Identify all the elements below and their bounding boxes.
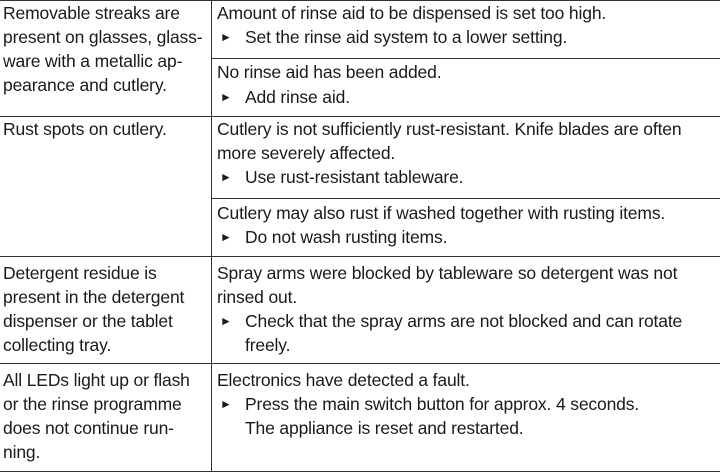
cause-line: Detergent residue is [3, 263, 157, 283]
cause-line: does not continue run- [3, 418, 174, 438]
remedy-text: Spray arms were blocked by tableware so detergent was not [217, 263, 678, 283]
remedy-action: Do not wash rusting items. [245, 227, 448, 247]
remedy-text: Cutlery may also rust if washed together with rusting items. [217, 203, 666, 223]
bullet-icon: ► [220, 90, 232, 104]
remedy-action: Add rinse aid. [245, 87, 350, 107]
bullet-icon: ► [220, 230, 232, 244]
table-row [0, 257, 720, 364]
table-row [0, 1, 720, 117]
cause-line: ware with a metallic ap- [3, 51, 183, 71]
cause-line: present on glasses, glass- [3, 27, 203, 47]
remedy-action: Set the rinse aid system to a lower setting. [245, 27, 568, 47]
cause-line: ning. [3, 442, 41, 462]
remedy-text: No rinse aid has been added. [217, 62, 442, 82]
cause-line: collecting tray. [3, 335, 112, 355]
table-row [0, 364, 720, 472]
remedy-text: Cutlery is not sufficiently rust-resistant. Knife blades are often [217, 119, 682, 139]
bullet-icon: ► [220, 314, 232, 328]
cause-line: pearance and cutlery. [3, 75, 167, 95]
bullet-icon: ► [220, 30, 232, 44]
remedy-action: Press the main switch button for approx. 4 seconds. [245, 394, 640, 414]
remedy-text: Amount of rinse aid to be dispensed is set too high. [217, 3, 607, 23]
bullet-icon: ► [220, 170, 232, 184]
bullet-icon: ► [220, 397, 232, 411]
cause-line: dispenser or the tablet [3, 311, 173, 331]
sub-separator [211, 198, 720, 199]
sub-separator [211, 58, 720, 59]
remedy-action: The appliance is reset and restarted. [245, 418, 524, 438]
remedy-text: Electronics have detected a fault. [217, 370, 470, 390]
remedy-action: Check that the spray arms are not blocked and can rotate [245, 311, 683, 331]
cause-line: All LEDs light up or flash [3, 370, 190, 390]
cause-line: Removable streaks are [3, 3, 180, 23]
cause-line: or the rinse programme [3, 394, 182, 414]
remedy-action: Use rust-resistant tableware. [245, 167, 464, 187]
remedy-text: more severely affected. [217, 143, 396, 163]
cause-line: Rust spots on cutlery. [3, 119, 167, 139]
cause-line: present in the detergent [3, 287, 185, 307]
table-row [0, 117, 720, 257]
remedy-action: freely. [245, 335, 291, 355]
remedy-text: rinsed out. [217, 287, 298, 307]
